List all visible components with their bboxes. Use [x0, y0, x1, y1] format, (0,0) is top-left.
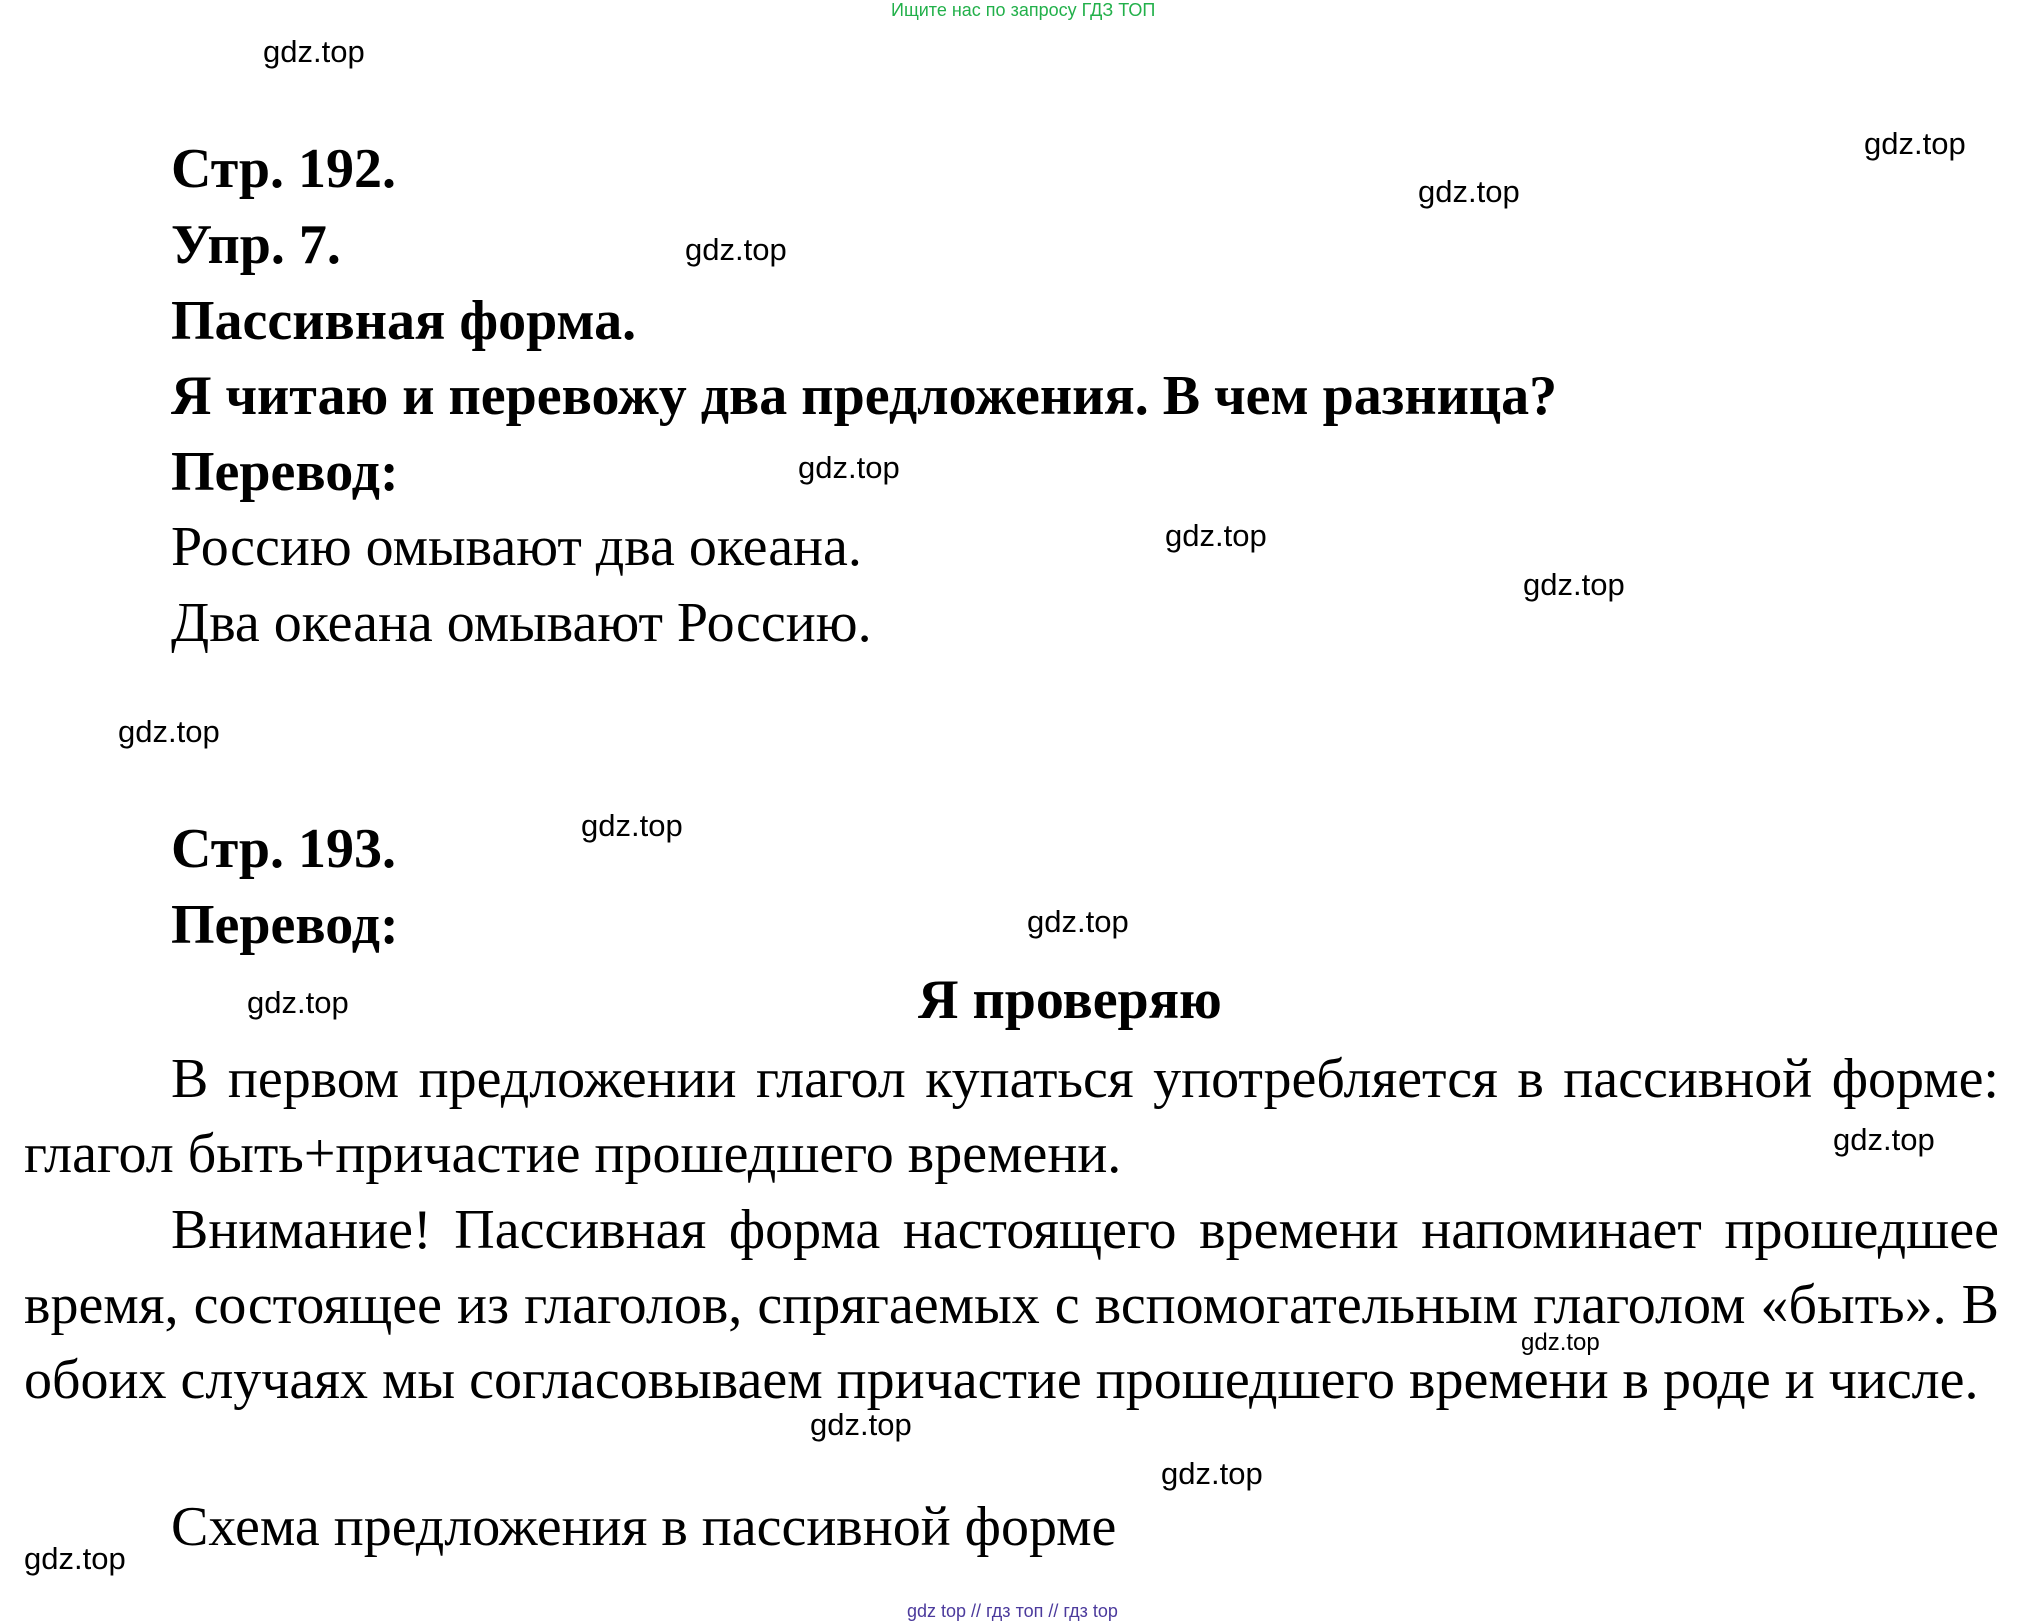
topic-heading: Пассивная форма. [171, 290, 637, 352]
watermark: gdz.top [1161, 1456, 1263, 1491]
watermark: gdz.top [685, 232, 787, 267]
watermark: gdz.top [24, 1541, 126, 1576]
watermark: gdz.top [1523, 567, 1625, 602]
paragraph-1-text: В первом предложении глагол купаться употребляется в пассивной форме: глагол быть+причастие прошедшего времени. [24, 1048, 1999, 1185]
translation-label: Перевод: [171, 894, 399, 956]
translation-label: Перевод: [171, 441, 399, 503]
watermark: gdz.top [1165, 518, 1267, 553]
watermark: gdz.top [1864, 126, 1966, 161]
watermark: gdz.top [1418, 174, 1520, 209]
watermark: gdz.top [1833, 1122, 1935, 1157]
watermark: gdz.top [247, 985, 349, 1020]
check-title: Я проверяю [918, 969, 1222, 1031]
watermark: gdz.top [798, 450, 900, 485]
paragraph-1 [24, 1042, 1999, 1192]
watermark: gdz.top [810, 1407, 912, 1442]
paragraph-2-text: Внимание! Пассивная форма настоящего времени напоминает прошедшее время, состоящее из глаголов, спрягаемых с вспомогательным глаголом «быть». В обоих случаях мы согласовываем причастие прошедшего времени в роде и числе. [24, 1199, 1999, 1411]
watermark: gdz.top [581, 808, 683, 843]
page-number-193: Стр. 193. [171, 818, 397, 880]
watermark: gdz.top [1027, 904, 1129, 939]
sentence-1: Россию омывают два океана. [171, 516, 862, 578]
paragraph-2 [24, 1193, 1999, 1418]
top-banner-text: Ищите нас по запросу ГДЗ ТОП [891, 0, 1156, 20]
page-number-192: Стр. 192. [171, 138, 397, 200]
sentence-2: Два океана омывают Россию. [171, 592, 872, 654]
watermark: gdz.top [1521, 1329, 1600, 1356]
watermark: gdz.top [118, 714, 220, 749]
task-heading: Я читаю и перевожу два предложения. В чем разница? [171, 365, 1558, 427]
footer-text: gdz top // гдз топ // гдз top [907, 1601, 1118, 1621]
paragraph-3: Схема предложения в пассивной форме [171, 1496, 1117, 1558]
exercise-number: Упр. 7. [171, 214, 341, 276]
watermark: gdz.top [263, 34, 365, 69]
